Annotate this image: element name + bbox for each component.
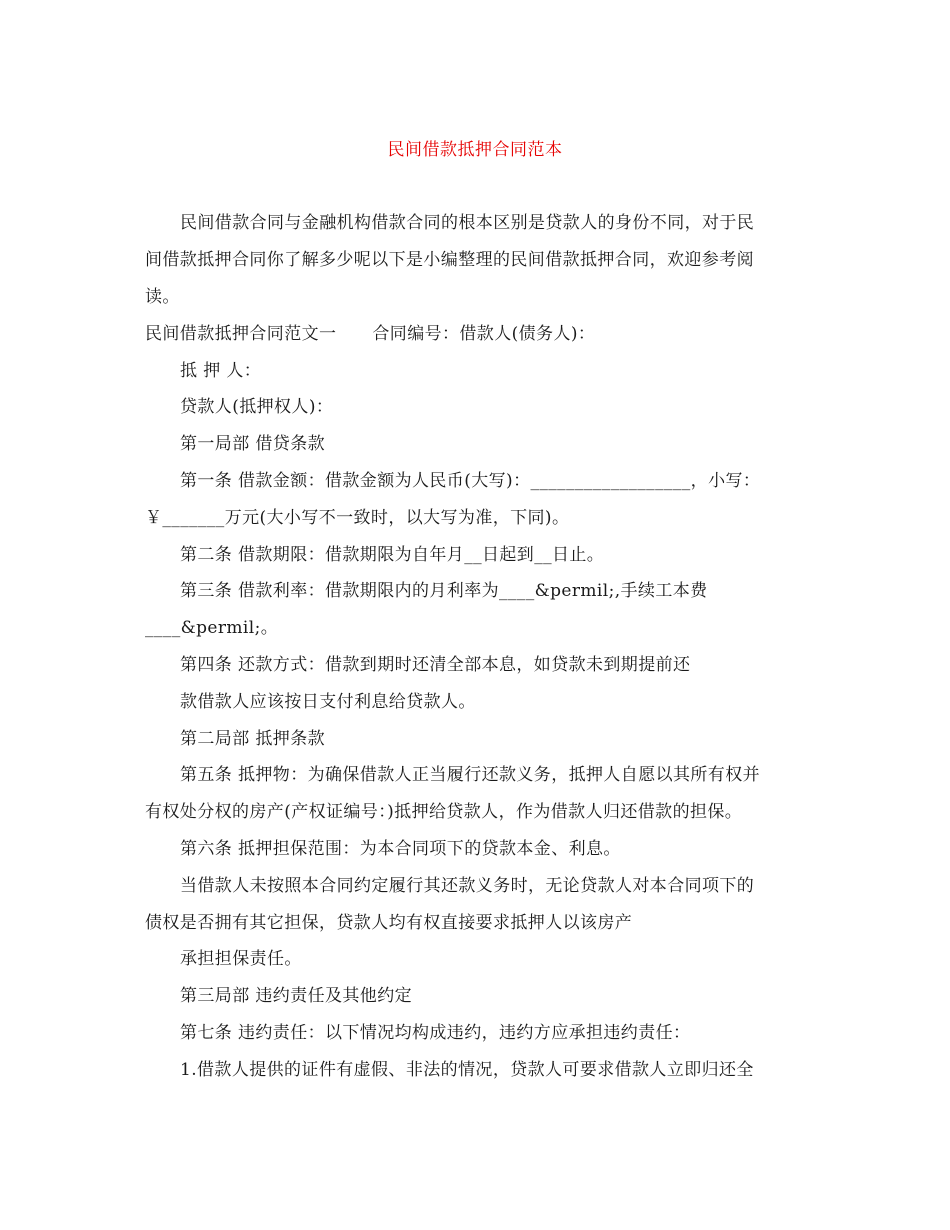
paragraph-line: ￥_______万元(大小写不一致时，以大写为准，下同)。 [145,508,570,528]
paragraph-line: 第六条 抵押担保范围：为本合同项下的贷款本金、利息。 [180,839,621,859]
paragraph-line: ____&permil;。 [145,618,279,638]
paragraph-line: 有权处分权的房产(产权证编号：)抵押给贷款人，作为借款人归还借款的担保。 [145,802,743,822]
paragraph-line: 读。 [145,287,180,307]
paragraph-line: 当借款人未按照本合同约定履行其还款义务时，无论贷款人对本合同项下的 [180,876,755,896]
part-heading: 第一局部 借贷条款 [180,434,326,454]
section-heading: 民间借款抵押合同范文一 [145,324,337,344]
contract-number-label: 合同编号：借款人(债务人)： [372,324,596,344]
paragraph-line: 款借款人应该按日支付利息给贷款人。 [180,692,476,712]
paragraph-line: 承担担保责任。 [180,949,302,969]
paragraph-line: 第一条 借款金额：借款金额为人民币(大写)：__________________，小写： [180,471,761,491]
paragraph-line: 第二条 借款期限：借款期限为自年月__日起到__日止。 [180,545,605,565]
paragraph-line: 1.借款人提供的证件有虚假、非法的情况，贷款人可要求借款人立即归还全 [180,1060,754,1080]
paragraph-line: 第四条 还款方式：借款到期时还清全部本息，如贷款未到期提前还 [180,655,691,675]
paragraph-line: 第五条 抵押物：为确保借款人正当履行还款义务，抵押人自愿以其所有权并 [180,765,761,785]
paragraph-line: 第七条 违约责任：以下情况均构成违约，违约方应承担违约责任： [180,1023,691,1043]
part-heading: 第三局部 违约责任及其他约定 [180,986,413,1006]
paragraph-line: 贷款人(抵押权人)： [180,397,334,417]
paragraph-line: 民间借款合同与金融机构借款合同的根本区别是贷款人的身份不同，对于民 [180,213,755,233]
document-title: 民间借款抵押合同范本 [387,140,563,160]
part-heading: 第二局部 抵押条款 [180,729,326,749]
paragraph-line: 间借款抵押合同你了解多少呢以下是小编整理的民间借款抵押合同，欢迎参考阅 [145,250,754,270]
section-heading-line [145,319,595,344]
paragraph-line: 债权是否拥有其它担保，贷款人均有权直接要求抵押人以该房产 [145,913,633,933]
paragraph-line: 抵 押 人： [180,361,262,381]
paragraph-line: 第三条 借款利率：借款期限内的月利率为____&permil;,手续工本费 [180,581,708,601]
